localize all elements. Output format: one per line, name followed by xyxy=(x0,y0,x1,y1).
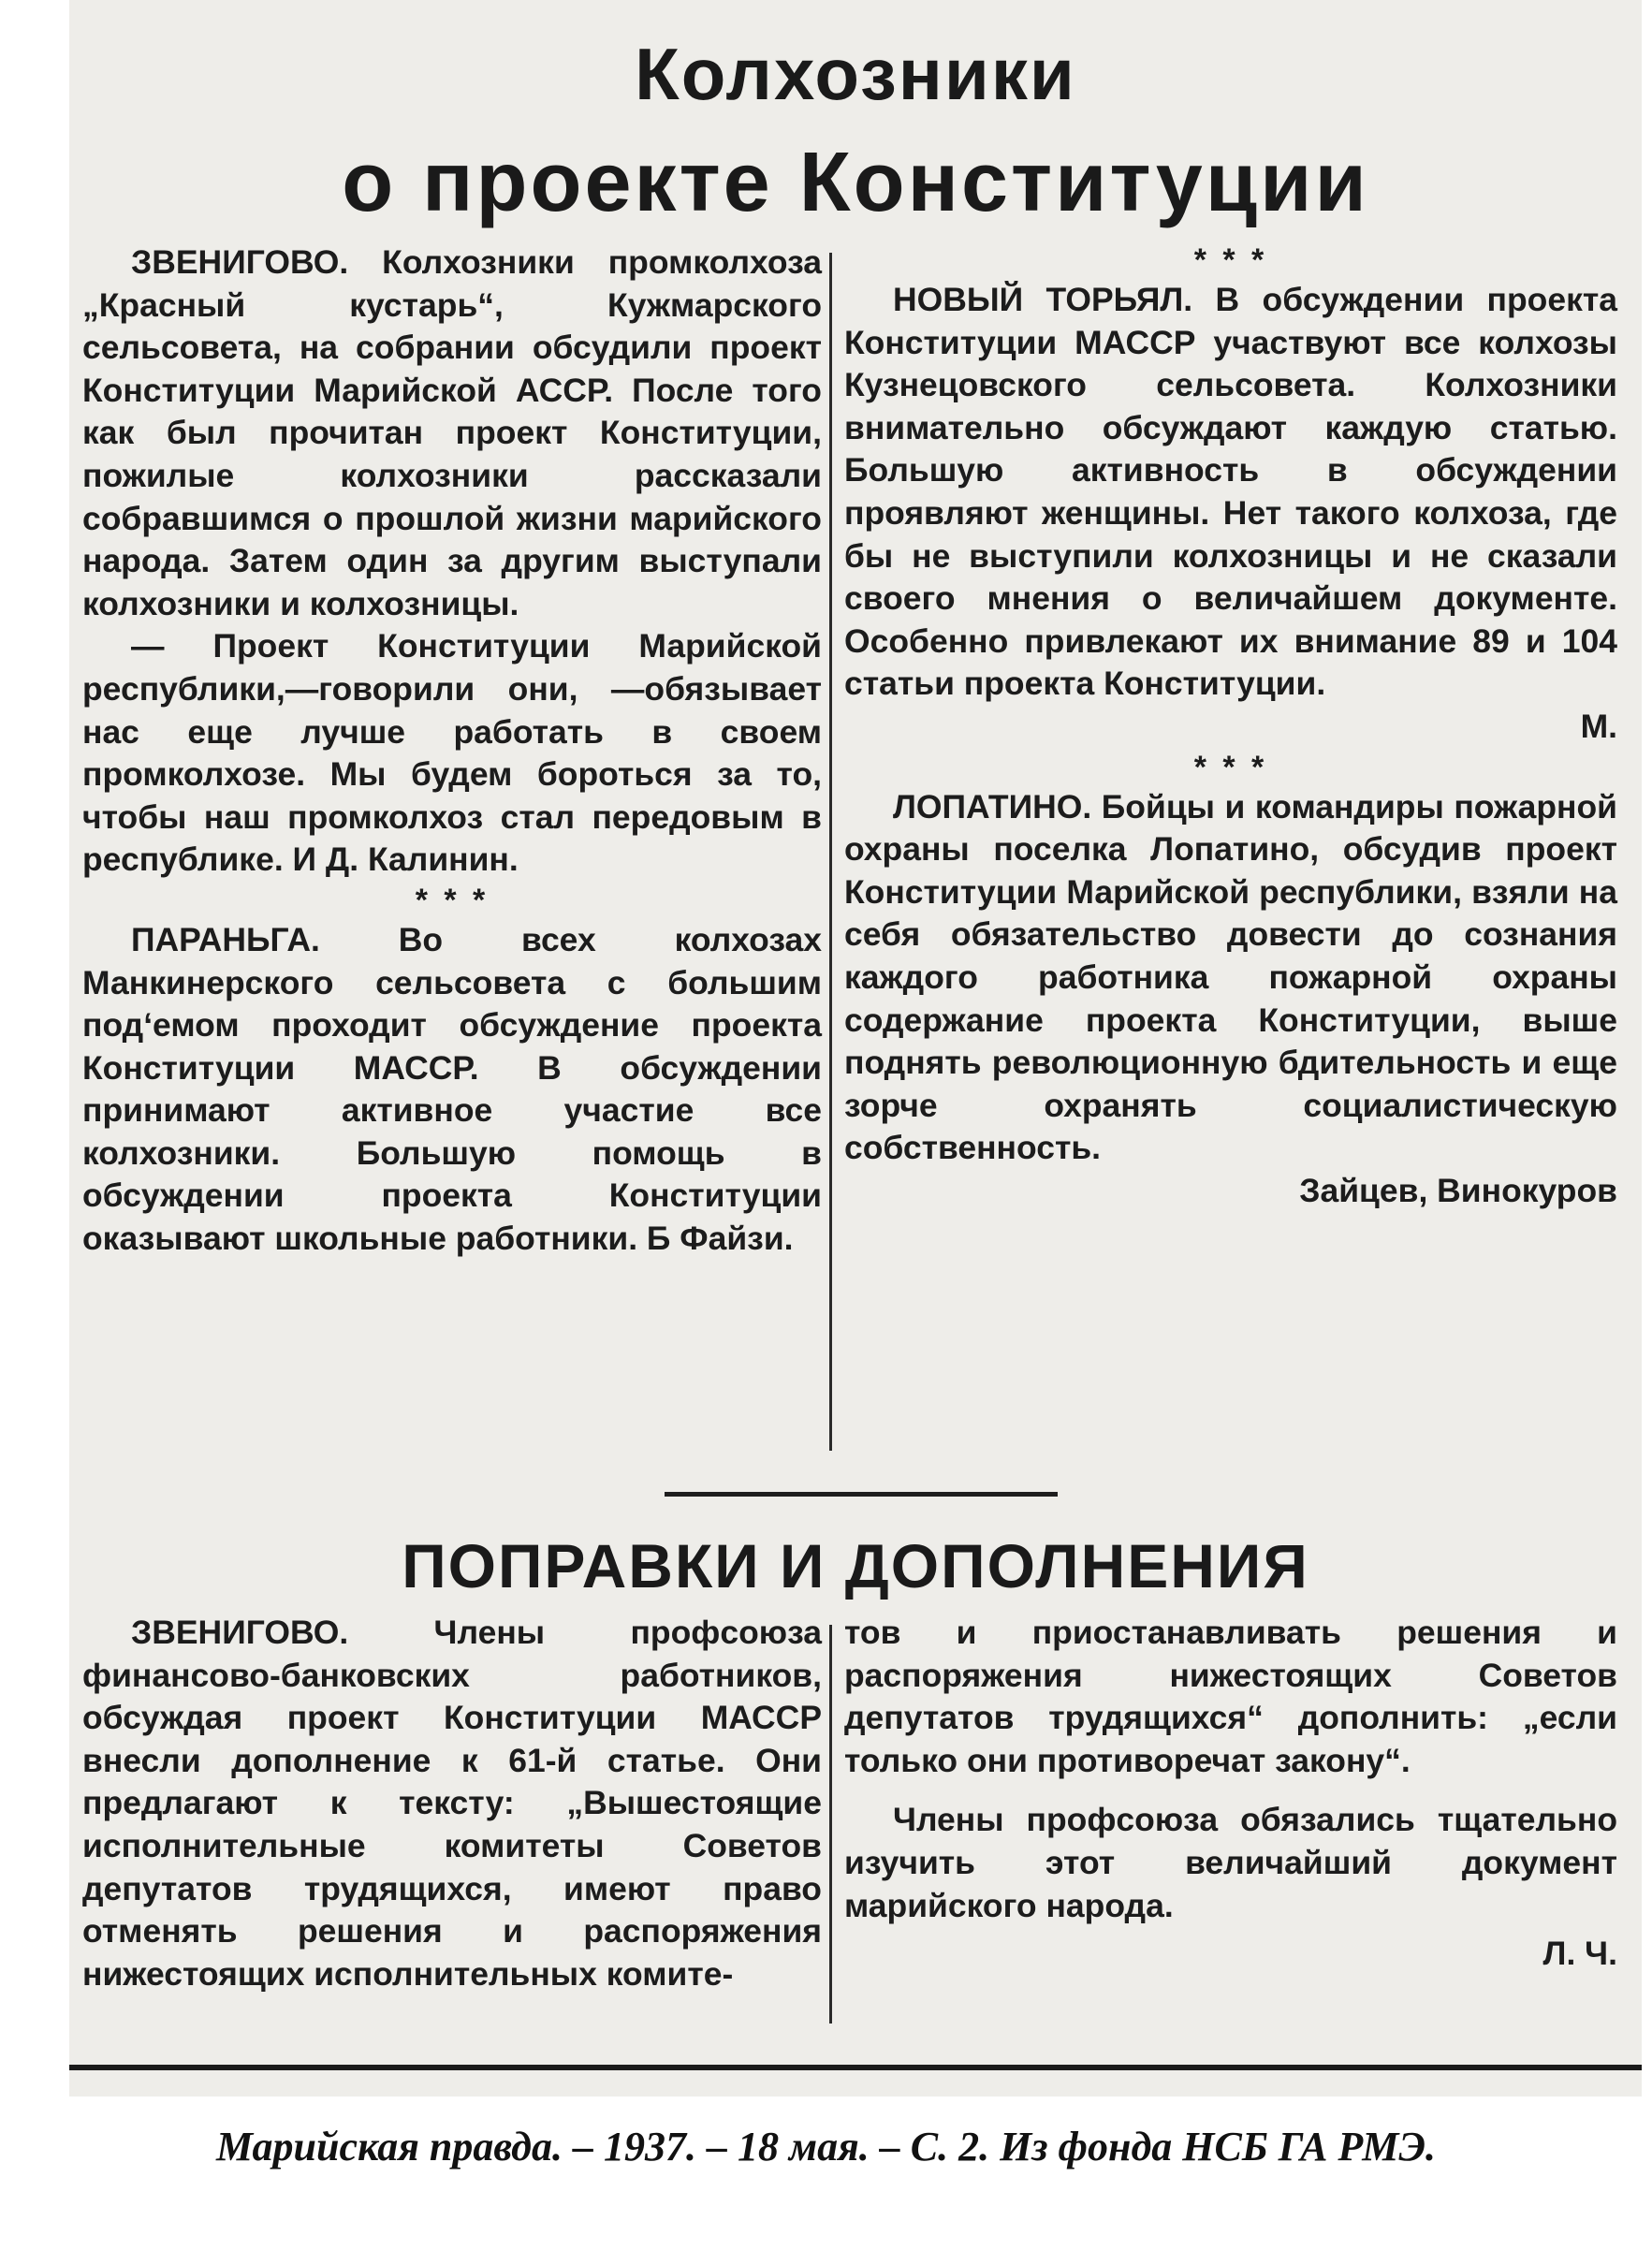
report-zvenigovo-quote: — Проект Конституции Марийской республики,—говорили они, —обязывает нас еще лучше работать в своем промколхозе. Мы будем бороться за то, чтобы наш промколхоз стал передовым в республике. И Д. Калинин. xyxy=(82,627,822,879)
article-left-column xyxy=(82,241,822,1261)
column-divider xyxy=(829,1625,832,2024)
bottom-rule xyxy=(69,2065,1642,2070)
report-zvenigovo: ЗВЕНИГОВО. Колхозники промколхоза „Красный кустарь“, Кужмарского сельсовета, на собрании обсудили проект Конституции Марийской АССР. После того как был прочитан проект Конституции, пожилые колхозники рассказали собравшимся о прошлой жизни марийского народа. Затем один за другим выступали колхозники и колхозницы. xyxy=(82,243,822,622)
source-caption: Марийская правда. – 1937. – 18 мая. – С. 2. Из фонда НСБ ГА РМЭ. xyxy=(216,2124,1436,2170)
amendments-right-column xyxy=(844,1612,1617,1976)
amendments-title: ПОПРАВКИ И ДОПОЛНЕНИЯ xyxy=(402,1531,1309,1600)
section-rule xyxy=(665,1492,1058,1497)
amendments-left-column xyxy=(82,1612,822,1995)
report-lopatino: ЛОПАТИНО. Бойцы и командиры пожарной охраны поселка Лопатино, обсудив проект Конституции Марийской республики, взяли на себя обязательство довести до сознания каждого работника пожарной охраны содержание проекта Конституции, выше поднять революционную бдительность и еще зорче охранять социалистическую собственность. xyxy=(844,787,1617,1167)
signature: Л. Ч. xyxy=(1542,1935,1617,1973)
signature: Зайцев, Винокуров xyxy=(1299,1171,1617,1209)
section-separator: * * * xyxy=(1193,749,1268,785)
amendment-pledge: Члены профсоюза обязались тщательно изучить этот величайший документ марийского народа. xyxy=(844,1801,1617,1924)
section-separator: * * * xyxy=(415,882,490,918)
report-paranga: ПАРАНЬГА. Во всех колхозах Манкинерского сельсовета с большим под‘емом проходит обсуждение проекта Конституции МАССР. В обсуждении принимают активное участие все колхозники. Большую помощь в обсуждении проекта Конституции оказывают школьные работники. Б Файзи. xyxy=(82,920,822,1258)
newspaper-clipping xyxy=(69,0,1642,2097)
section-separator: * * * xyxy=(1193,242,1268,278)
amendment-zvenigovo: ЗВЕНИГОВО. Члены профсоюза финансово-банковских работников, обсуждая проект Конституции МАССР внесли дополнение к 61-й статье. Они предлагают к тексту: „Вышестоящие исполнительные комитеты Советов депутатов трудящихся, имеют право отменять решения и распоряжения нижестоящих исполнительных комите- xyxy=(82,1614,822,1993)
article-right-column xyxy=(844,241,1617,1212)
article-title-line1: Колхозники xyxy=(635,33,1076,115)
column-divider xyxy=(829,253,832,1451)
report-novy-toryal: НОВЫЙ ТОРЬЯЛ. В обсуждении проекта Конституции МАССР участвуют все колхозы Кузнецовского сельсовета. Колхозники внимательно обсуждают каждую статью. Большую активность в обсуждении проявляют женщины. Нет такого колхоза, где бы не выступили колхозницы и не сказали своего мнения о величайшем документе. Особенно привлекают их внимание 89 и 104 статьи проекта Конституции. xyxy=(844,281,1617,703)
signature: М. xyxy=(1580,707,1617,745)
article-title-line2: о проекте Конституции xyxy=(342,136,1369,229)
amendment-continuation: тов и приостанавливать решения и распоряжения нижестоящих Советов депутатов трудящихся“ дополнить: „если только они противоречат закону“. xyxy=(844,1614,1617,1779)
